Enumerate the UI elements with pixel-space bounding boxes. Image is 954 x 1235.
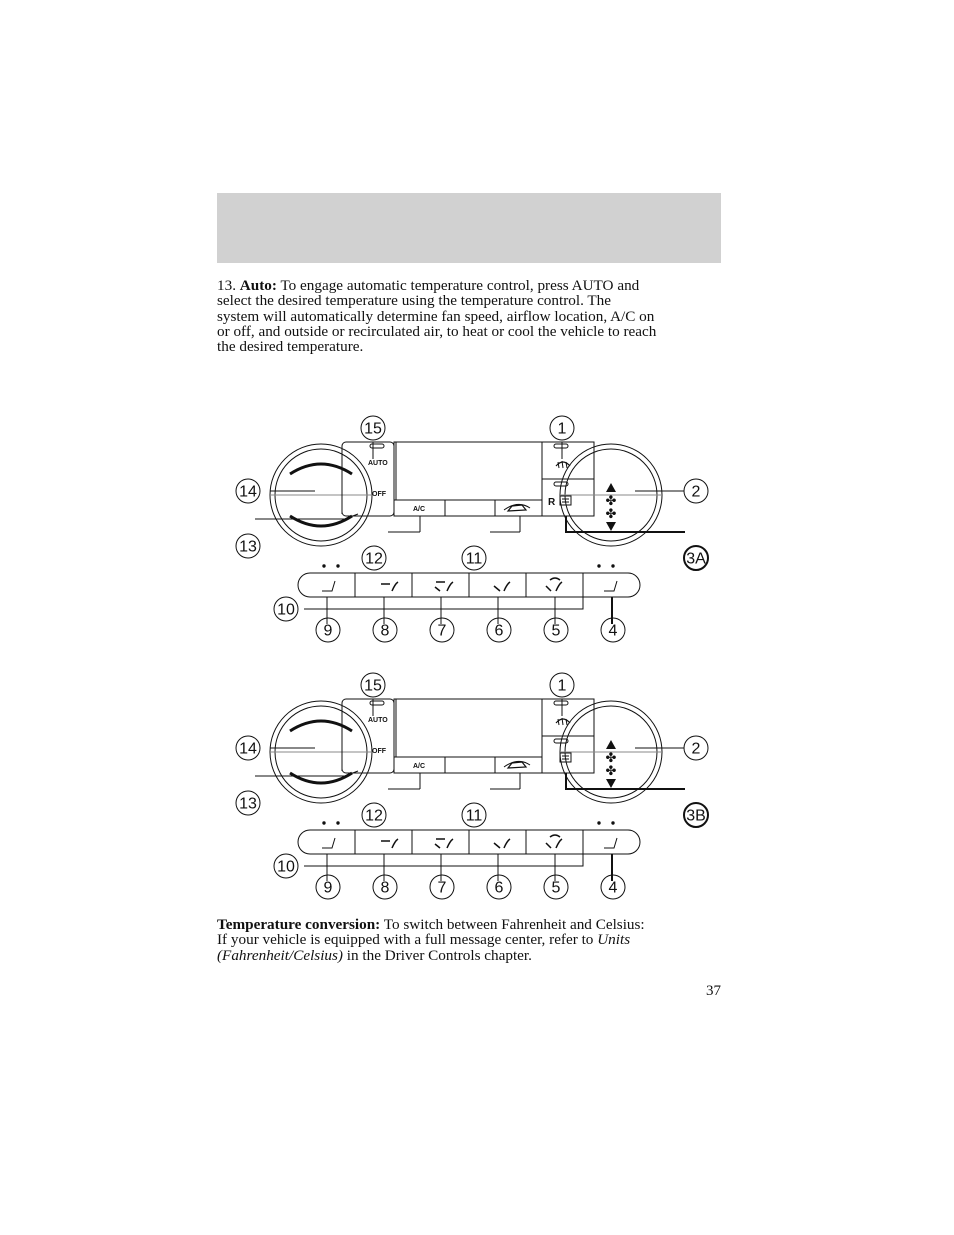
panel-vent-icon	[381, 839, 398, 848]
callout-6-number: 6	[494, 622, 504, 640]
airflow-bracket	[327, 597, 583, 609]
temp-line-1: To switch between Fahrenheit and Celsius:	[383, 916, 645, 933]
auto-indicator-icon	[370, 444, 384, 448]
rear-label: R	[548, 497, 556, 508]
panel-floor-icon	[435, 839, 453, 848]
callout-7-number: 7	[437, 879, 447, 897]
temperature-knob	[270, 701, 372, 803]
temperature-knob	[270, 444, 372, 546]
auto-line-2: select the desired temperature using the temperature control. The	[217, 292, 612, 310]
callout-12-number: 12	[365, 807, 383, 825]
ac-label: A/C	[413, 506, 426, 513]
auto-indicator-icon	[370, 701, 384, 705]
units-reference-link-cont[interactable]: (Fahrenheit/Celsius)	[217, 946, 343, 964]
floor-defrost-icon	[546, 835, 562, 848]
callout-1-number: 1	[557, 420, 567, 438]
panel-floor-icon	[435, 582, 453, 591]
auto-label: AUTO	[368, 717, 388, 724]
temp-line-3: in the Driver Controls chapter.	[346, 946, 532, 964]
fan-icon: ✤	[605, 763, 617, 778]
driver-seat-icon	[322, 581, 335, 591]
fan-icon: ✤	[605, 493, 617, 508]
callout-3-number: 3B	[686, 807, 706, 825]
callout-6-number: 6	[494, 879, 504, 897]
fan-up-arrow-icon	[606, 740, 616, 749]
callout-4-number: 4	[608, 879, 618, 897]
auto-line-4: or off, and outside or recirculated air, to heat or cool the vehicle to reach	[217, 322, 657, 340]
passenger-seat-icon	[604, 581, 617, 591]
driver-seat-icon	[322, 838, 335, 848]
floor-defrost-icon	[546, 578, 562, 591]
callout-9-number: 9	[323, 879, 333, 897]
callout-3-number: 3A	[686, 550, 706, 568]
passenger-seat-icon	[604, 838, 617, 848]
fan-down-arrow-icon	[606, 779, 616, 788]
display-screen	[396, 442, 542, 500]
callout-7-number: 7	[437, 622, 447, 640]
panel-vent-icon	[381, 582, 398, 591]
floor-vent-icon	[494, 839, 510, 848]
callout-10-number: 10	[277, 601, 295, 619]
callout-5-number: 5	[551, 879, 561, 897]
callout-5-number: 5	[551, 622, 561, 640]
callout-11-number: 11	[465, 550, 483, 568]
off-label: OFF	[372, 491, 386, 498]
chapter-header-band	[217, 193, 721, 263]
fan-icon: ✤	[605, 506, 617, 521]
climate-control-figure-b	[200, 663, 720, 903]
auto-paragraph	[217, 278, 727, 354]
recirculation-icon	[504, 761, 530, 768]
callout-8-number: 8	[380, 622, 390, 640]
front-defrost-indicator-icon	[554, 444, 568, 448]
callout-1-number: 1	[557, 677, 567, 695]
temp-line-2: If your vehicle is equipped with a full message center, refer to	[217, 931, 594, 949]
fan-icon: ✤	[605, 750, 617, 765]
callout-12-number: 12	[365, 550, 383, 568]
climate-panel-diagram	[200, 406, 720, 646]
front-defrost-indicator-icon	[554, 701, 568, 705]
ac-label: A/C	[413, 763, 426, 770]
climate-control-figure-a	[200, 406, 720, 646]
callout-2-number: 2	[691, 740, 701, 758]
off-label: OFF	[372, 748, 386, 755]
callout-14-number: 14	[239, 740, 257, 758]
callout-8-number: 8	[380, 879, 390, 897]
display-screen	[396, 699, 542, 757]
item-number: 13.	[217, 277, 236, 294]
callout-11-number: 11	[465, 807, 483, 825]
callout-10-number: 10	[277, 858, 295, 876]
climate-panel-diagram	[200, 663, 720, 903]
callout-14-number: 14	[239, 483, 257, 501]
recirculation-icon	[504, 504, 530, 511]
fan-up-arrow-icon	[606, 483, 616, 492]
callout-15-number: 15	[364, 677, 382, 695]
page-number: 37	[706, 983, 721, 999]
units-reference-link[interactable]: Units	[597, 931, 631, 949]
airflow-bracket	[327, 854, 583, 866]
callout-9-number: 9	[323, 622, 333, 640]
callout-13-number: 13	[239, 538, 257, 556]
callout-2-number: 2	[691, 483, 701, 501]
floor-vent-icon	[494, 582, 510, 591]
temperature-conversion-paragraph	[217, 917, 727, 963]
auto-label: AUTO	[368, 460, 388, 467]
fan-down-arrow-icon	[606, 522, 616, 531]
auto-line-5: the desired temperature.	[217, 338, 364, 356]
temp-term: Temperature conversion:	[217, 916, 381, 933]
callout-4-number: 4	[608, 622, 618, 640]
callout-15-number: 15	[364, 420, 382, 438]
auto-term: Auto:	[239, 277, 277, 294]
auto-line-1: To engage automatic temperature control, press AUTO and	[280, 277, 640, 294]
callout-13-number: 13	[239, 795, 257, 813]
auto-line-3: system will automatically determine fan speed, airflow location, A/C on	[217, 307, 655, 325]
